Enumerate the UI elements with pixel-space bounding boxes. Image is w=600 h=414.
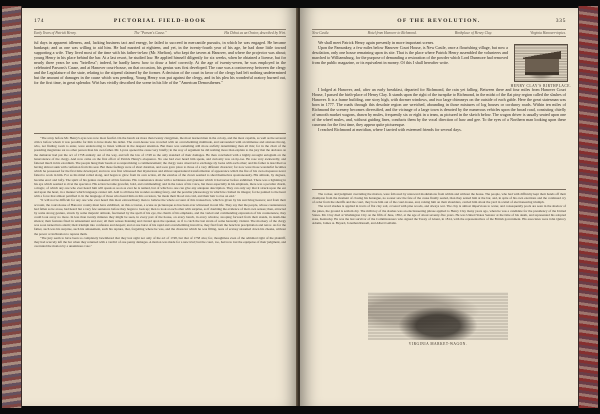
henry-clay-birthplace-engraving	[514, 44, 568, 82]
left-page	[22, 8, 298, 406]
right-footnote-paragraph: The rocker, and judgment overruling the motion, were followed by untoward modulations from within and without the house. The people, who had with difficulty kept their hands off their champion from the moment of closing his harangue, no sooner saw the fate of the cause finally sealed, than they seized him at the bar, and, in spite of his own exertions and the continued cry of order from the sheriffs and the court, they bore him out of the court-house, and, raising him on their shoulders, carried him about the yard in a kind of electioneering triumph.	[312, 192, 566, 205]
left-main-text	[34, 40, 286, 130]
right-subhead-item: Birthplace of Henry Clay.	[454, 31, 493, 35]
right-paragraph: Upon the Pamunkey, a few miles below Hanover Court House, is New Castle, once a flourishing village, but now a desolation, only one house remaining upon its site. That is the place where Patrick Henry assembled the volunteers and marched to Williamsburg, for the purpose of demanding a restoration of the powder which Lord Dunmore had removed from the public magazine, or its equivalent in money. Of this I shall hereafter write.	[312, 45, 508, 66]
marbled-edge-left	[2, 6, 22, 408]
right-paragraph: We shall meet Patrick Henry again presently in more important scenes.	[318, 40, 435, 45]
right-paragraph: I lodged at Hanover, and, after an early breakfast, departed for Richmond, the rain yet falling. Between there and four miles from Hanover Court House, I passed the birth-place of Henry Clay. It stands upon the right of the turnpike to Richmond, in the midst of the flat piny region called the slashes of Hanover. It is a frame building, one story high, with dormer windows, and two large chimneys on the outside of each gable. Here the great statesman was born in 1777. The roads through this desolate region are wretched, abounding in those mixtures of log houses or corduroy roads. Within ten miles of Richmond the scenery becomes diversified, and the vicinage of a large town is denoted by the numerous vehicles upon the broad road, consisting chiefly of smooth market wagons, drawn by mules, frequently six or eight in a team, as pictured in the sketch below. The wagon driver is usually seated upon one of the wheel mules, and, without guiding lines, conducts them by the vocal direction of haw and gee. To the eyes of a Northern man looking upon these caravans for the first time, they appear quite picturesque.	[312, 87, 566, 128]
right-subhead-item: New Castle.	[312, 31, 330, 35]
henry-clay-birthplace-caption: HENRY CLAY'S BIRTHPLACE.	[510, 84, 572, 88]
left-footnote-paragraph: "The array before Mr. Henry's eyes was now most fearful. On the bench sat more than twenty clergymen, the most learned men in the colony, and the most capable, as well as the severest critics before whom it was possible for him to have made his debut. The court-house was crowded with an overwhelming multitude, and surrounded with an immense and anxious throng, who, not finding room to enter, were endeavoring to listen without in the deepest attention. But there was something still more awfully determining than all this; for in the chair of the presiding magistrate sat no other person than his own father. Mr. Lyons opened the cause very briefly; in the way of argument he did nothing more than explain to the jury that the decision on the demurrer had put the act of 1758 entirely out of the way, and left the law of 1748 as the only standard of their damages. He then concluded with a highly-wrought eulogium on the benevolence of the clergy. And now came on the first effort of Patrick Henry's eloquence. No one had ever heard him speak, and curiosity was on tip-toe. He rose very awkwardly, and faltered much in his exordium. The people hung their heads at so unpromising a commencement; the clergy were observed to exchange sly looks with each other; and his father is described as having almost sunk with confusion from his seat. But these feelings were of short duration, and soon gave place to those of a very different character; for now were those wonderful faculties which he possessed for the first time developed; and now was first witnessed that mysterious and almost supernatural transformation of appearance which the fire of his own eloquence never failed to work in him. For as his mind rolled along, and began to glow from its own action, all the exuviae of the clown seemed to shed themselves spontaneously. His attitude, by degrees, became erect and lofty. The spirit of his genius awakened all his features. His countenance shone with a nobleness and grandeur which it had never before exhibited. There was a lightning in his eye which seemed to rivet the spectator. His action became graceful, bold, and commanding; and in the tones of his voice, but more especially in his emphasis, there was a peculiar charm, a magic, of which any one who ever heard him will speak as soon as ever he is named, but of which no one can give any adequate description. They can only say that it struck upon the ear and upon the heart, in a manner which language cannot tell. Add to all these his wonder-working fancy, and the peculiar phraseology in which he clothed its images; for he painted to the heart with a force that almost petrified it. In the language of those who heard him on this occasion, 'he made their blood run cold, and their hair to rise on end.'	[34, 136, 286, 199]
right-paragraph: I reached Richmond at meridian, where I tarried with esteemed friends for several days.	[318, 127, 462, 133]
left-footnote-paragraph: "The jury seem to have been so completely bewildered that they lost sight not only of the act of 1748, but that of 1758 also; for, thoughtless even of the admitted right of the plaintiff, they had scarcely left the bar when they returned with a verdict of one penny damages. A motion was made for a new trial; but the court, too, had now lost the equipoise of their judgment, and overruled the motion by a unanimous vote."	[34, 235, 286, 249]
right-page-number: 335	[555, 18, 566, 24]
left-running-head	[34, 18, 286, 28]
left-subhead-item: His Debut as an Orator, described by Wirt.	[224, 31, 286, 35]
left-footnotes	[34, 136, 286, 400]
left-subhead-item: Early Years of Patrick Henry.	[34, 31, 77, 35]
right-subhead	[312, 29, 566, 37]
marbled-edge-right	[578, 6, 598, 408]
virginia-market-wagon-engraving	[368, 292, 508, 340]
right-main-text	[312, 87, 566, 186]
virginia-market-wagon-caption: VIRGINIA MARKET-WAGON.	[408, 342, 468, 346]
right-subhead-item: Hotel from Hanover to Richmond.	[367, 31, 417, 35]
left-footnote-rule	[34, 133, 286, 134]
right-footnotes	[312, 192, 566, 288]
right-subhead-item: Virginia Hanover-topics.	[530, 31, 566, 35]
left-paragraph: ful days in apparent idleness, and, lacking business tact and energy, he failed to succeed in mercantile pursuits, in which he was engaged. He became bankrupt; and as one was willing to aid him. He had married at eighteen, and yet, in the twenty-fourth year of his age, he had done little toward supporting a wife. They lived most of the time with his father-in-law (Mr. Shelton), who kept the tavern at Hanover, and where the projector was about; young Henry in his place behind the bar. At a last resort, he studied law. He applied himself diligently for six weeks, when he obtained a license, but for nearly three years he was "briefless"; indeed, he hardly knew how to draw a brief correctly. At the age of twenty-seven, he was employed in the celebrated Parsons's Cause, and at Hanover court-house, on that occasion, his genius was first developed. The case was a controversy between the clergy and the Legislature of the state, relating to the stipend claimed by the former. A decision of the court in favor of the clergy had left nothing undetermined but the amount of damages in the cause which was pending. Young Henry was put against the clergy, and in his plea his wonderful oratory burned out, for the first time, in great splendor. Wirt has vividly described the scene in his life of the "American Demosthenes."	[34, 40, 286, 86]
right-main-text-top	[312, 40, 508, 86]
left-running-title: PICTORIAL FIELD-BOOK	[113, 18, 207, 24]
left-footnote-paragraph: "It will not be difficult for any one who ever heard this most extraordinary man to believe the whole account of this transaction, which is given by his surviving hearers; and from their account, the court-house of Hanover county must have exhibited, on this occasion, a scene as picturesque as has been ever witnessed in real life. They say that the people, whose countenances had fallen as he arose, had heard but a very few sentences before they began to look up; then to look at each other with surprise, as if doubting the evidence of their own senses; then, attracted by some strong gesture, struck by some majestic attitude, fascinated by the spell of his eye, the charm of his emphasis, and the varied and commanding expression of his countenance, they could look away no more. In less than twenty minutes they might be seen, in every part of the house, on every bench, in every window, stooping forward from their stands, in death-like silence; their features fixed in amazement and awe; all their senses listening and riveted upon the speaker, as if to catch the last strain of some heavenly visitant. The mockery of the clergy was soon turned into alarm; their triumph into confusion and despair; and at one burst of his rapid and overwhelming invective, they fled from the bench in precipitation and terror. As for the father, such was his surprise, such his amazement, such his rapture, that, forgetting where he was, and the character which he was filling, tears of ecstasy streamed down his cheeks, without the power or inclination to repress them.	[34, 198, 286, 236]
left-subhead	[34, 29, 286, 37]
left-page-number: 174	[34, 18, 45, 24]
right-running-head	[312, 18, 566, 28]
left-subhead-item: The "Parson's Cause."	[134, 31, 167, 35]
right-footnote-rule	[312, 189, 566, 190]
right-running-title: OF THE REVOLUTION.	[397, 18, 481, 24]
right-footnote-paragraph: The word slashes is applied in tracts of flat clay soil, covered with pine woods, and always wet. The clay is almost impervious to water, and consequently pools are seen in the shadow of the pines, the ground is seldom dry. The mill-boy of the slashes was an electioneering phrase applied to Henry Clay many years ago, when he was a candidate for the presidency of the United States. Mr. Clay died at Washington City on the fifth of June, 1852, at the age of about seventy-five years. He was United States Senator at the time of his death, and represented his adopted state, Kentucky. He was the last survivor of the Commissioners who signed the Treaty of Ghent, in 1814, with the representatives of the British government. His associates were John Quincy Adams, James A. Bayard, Jonathan Russell, and Albert Gallatin.	[312, 204, 566, 226]
right-page	[300, 8, 578, 406]
